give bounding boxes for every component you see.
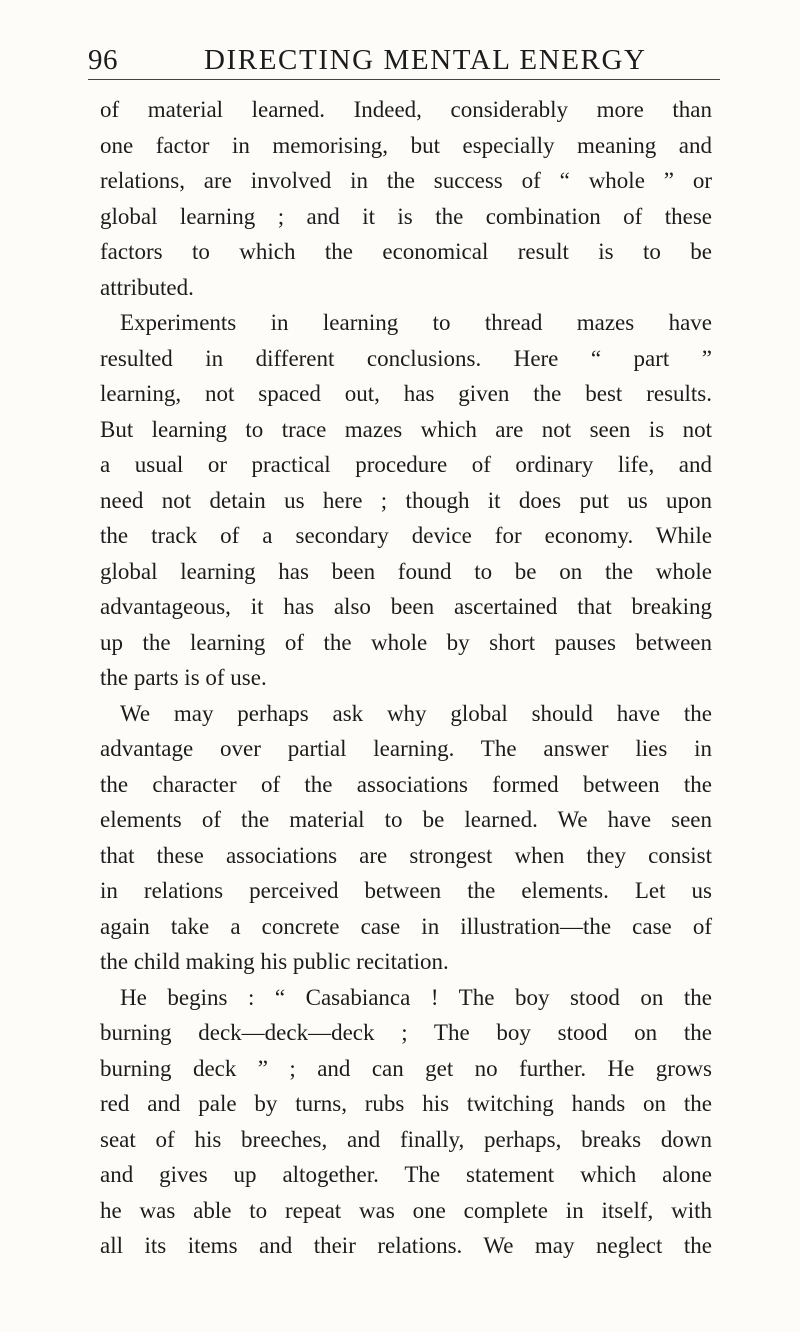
text-line: attributed. — [100, 274, 194, 300]
header-rule — [88, 79, 720, 80]
text-line: But learning to trace mazes which are not seen is not — [100, 416, 712, 442]
text-line: resulted in different conclusions. Here “ part ” — [100, 345, 712, 371]
text-line: burning deck ” ; and can get no further. He grows — [100, 1055, 712, 1081]
text-line: of material learned. Indeed, considerably more than — [100, 97, 712, 122]
paragraph — [100, 980, 712, 1264]
text-line: advantageous, it has also been ascertained that breaking — [100, 594, 712, 619]
text-line: again take a concrete case in illustration—the case of — [100, 913, 712, 939]
text-line: burning deck—deck—deck ; The boy stood on the — [100, 1020, 712, 1045]
text-line: the character of the associations formed between the — [100, 771, 712, 797]
text-line: and gives up altogether. The statement which alone — [100, 1162, 712, 1187]
text-line: the child making his public recitation. — [100, 949, 449, 974]
text-line: global learning ; and it is the combination of these — [100, 203, 712, 229]
paragraph — [100, 696, 712, 980]
text-line: Experiments in learning to thread mazes have — [120, 310, 712, 335]
text-line: relations, are involved in the success of “ whole ” or — [100, 168, 712, 193]
text-line: factors to which the economical result is to be — [100, 239, 712, 264]
text-line: global learning has been found to be on the whole — [100, 558, 712, 584]
text-line: learning, not spaced out, has given the best results. — [100, 381, 712, 406]
text-line: We may perhaps ask why global should have the — [120, 700, 712, 726]
text-line: one factor in memorising, but especially meaning and — [100, 132, 712, 158]
text-line: the parts is of use. — [100, 665, 267, 690]
running-head-title: DIRECTING MENTAL ENERGY — [204, 44, 647, 76]
text-line: need not detain us here ; though it does put us upon — [100, 487, 712, 513]
text-line: all its items and their relations. We may neglect the — [100, 1233, 712, 1258]
paragraph — [100, 305, 712, 696]
paragraph — [100, 92, 712, 305]
text-line: red and pale by turns, rubs his twitching hands on the — [100, 1091, 712, 1116]
text-line: in relations perceived between the elements. Let us — [100, 878, 712, 903]
text-line: he was able to repeat was one complete in itself, with — [100, 1197, 712, 1223]
text-line: a usual or practical procedure of ordinary life, and — [100, 452, 712, 477]
text-line: up the learning of the whole by short pauses between — [100, 629, 712, 655]
body-text — [100, 92, 712, 1264]
running-header — [88, 42, 720, 82]
text-line: advantage over partial learning. The answer lies in — [100, 736, 712, 761]
text-line: that these associations are strongest when they consist — [100, 842, 712, 868]
text-line: the track of a secondary device for economy. While — [100, 523, 712, 548]
page-number: 96 — [88, 44, 118, 76]
text-line: elements of the material to be learned. We have seen — [100, 807, 712, 832]
text-line: seat of his breeches, and finally, perhaps, breaks down — [100, 1126, 712, 1152]
text-line: He begins : “ Casabianca ! The boy stood on the — [120, 984, 712, 1010]
